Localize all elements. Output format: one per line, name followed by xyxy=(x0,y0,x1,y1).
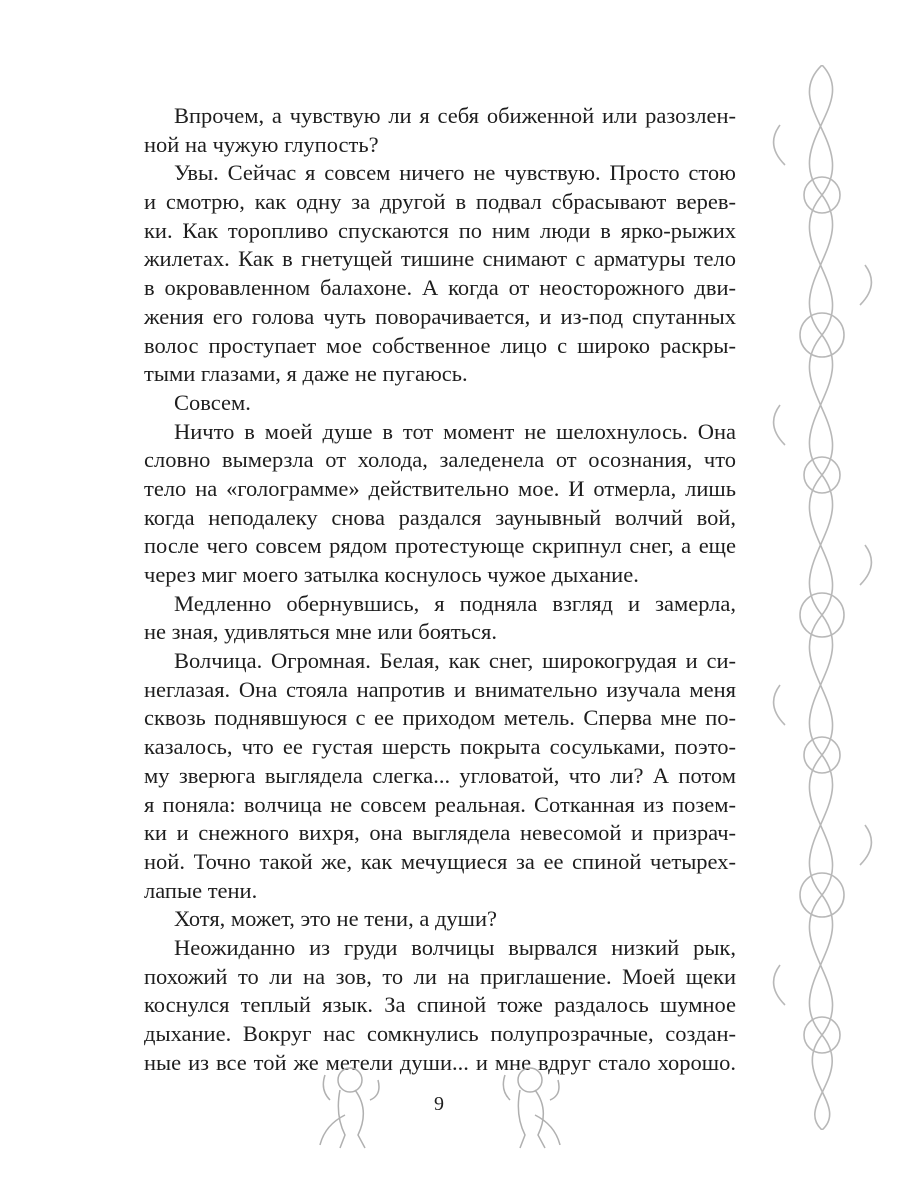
text-line: после чего совсем рядом протестующе скрипнул снег, а еще xyxy=(144,533,736,559)
text-line: ной. Точно такой же, как мечущиеся за ее спиной четырех- xyxy=(144,848,736,874)
text-line: дыхание. Вокруг нас сомкнулись полупрозрачные, создан- xyxy=(144,1021,736,1046)
text-line: похожий то ли на зов, то ли на приглашение. Моей щеки xyxy=(144,963,736,989)
text-line: жилетах. Как в гнетущей тишине снимают с арматуры тело xyxy=(144,246,736,272)
text-line: я поняла: волчица не совсем реальная. Сотканная из позем- xyxy=(144,791,736,817)
text-line: Неожиданно из груди волчицы вырвался низкий рык, xyxy=(174,934,736,960)
text-line: ки. Как торопливо спускаются по ним люди в ярко-рыжих xyxy=(144,217,736,243)
text-line: в окровавленном балахоне. А когда от неосторожного дви- xyxy=(144,275,736,301)
text-line: Медленно обернувшись, я подняла взгляд и замерла, xyxy=(174,590,736,616)
text-line: жения его голова чуть поворачивается, и из-под спутанных xyxy=(144,303,736,329)
text-line: когда неподалеку снова раздался заунывный волчий вой, xyxy=(144,504,736,530)
text-line: неглазая. Она стояла напротив и внимательно изучала меня xyxy=(144,676,736,702)
text-line: ные из все той же метели души... и мне вдруг стало хорошо. xyxy=(144,1049,736,1075)
text-line: ной на чужую глупость? xyxy=(144,131,379,157)
text-line: сквозь поднявшуюся с ее приходом метель. Сперва мне по- xyxy=(144,705,736,731)
text-line: не зная, удивляться мне или бояться. xyxy=(144,619,497,645)
text-line: через миг моего затылка коснулось чужое дыхание. xyxy=(144,562,639,587)
text-line: коснулся теплый язык. За спиной тоже раздалось шумное xyxy=(144,992,736,1018)
lion-ornament-icon xyxy=(490,1060,570,1150)
text-line: лапые тени. xyxy=(144,877,258,903)
text-line: казалось, что ее густая шерсть покрыта сосульками, поэто- xyxy=(144,734,736,760)
page-number: 9 xyxy=(434,1093,444,1115)
lion-ornament-icon xyxy=(310,1060,390,1150)
text-line: Хотя, может, это не тени, а души? xyxy=(174,906,498,932)
text-line: Волчица. Огромная. Белая, как снег, широкогрудая и си- xyxy=(174,648,736,674)
text-line: Впрочем, а чувствую ли я себя обиженной или разозлен- xyxy=(174,103,736,128)
ornamental-border-icon xyxy=(760,65,885,1130)
text-line: и смотрю, как одну за другой в подвал сбрасывают верев- xyxy=(144,189,736,215)
text-line: тыми глазами, я даже не пугаюсь. xyxy=(144,361,468,387)
text-line: волос проступает мое собственное лицо с широко раскры- xyxy=(144,332,736,358)
text-line: ки и снежного вихря, она выглядела невесомой и призрач- xyxy=(144,820,736,846)
body-text xyxy=(144,102,736,1077)
text-line: Ничто в моей душе в тот момент не шелохнулось. Она xyxy=(174,418,736,444)
text-line: Увы. Сейчас я совсем ничего не чувствую. Просто стою xyxy=(174,160,736,186)
text-line: тело на «голограмме» действительно мое. И отмерла, лишь xyxy=(144,475,736,501)
text-line: словно вымерзла от холода, заледенела от осознания, что xyxy=(144,447,736,473)
text-line: Совсем. xyxy=(174,389,251,415)
text-line: му зверюга выглядела слегка... угловатой, что ли? А потом xyxy=(144,762,736,788)
